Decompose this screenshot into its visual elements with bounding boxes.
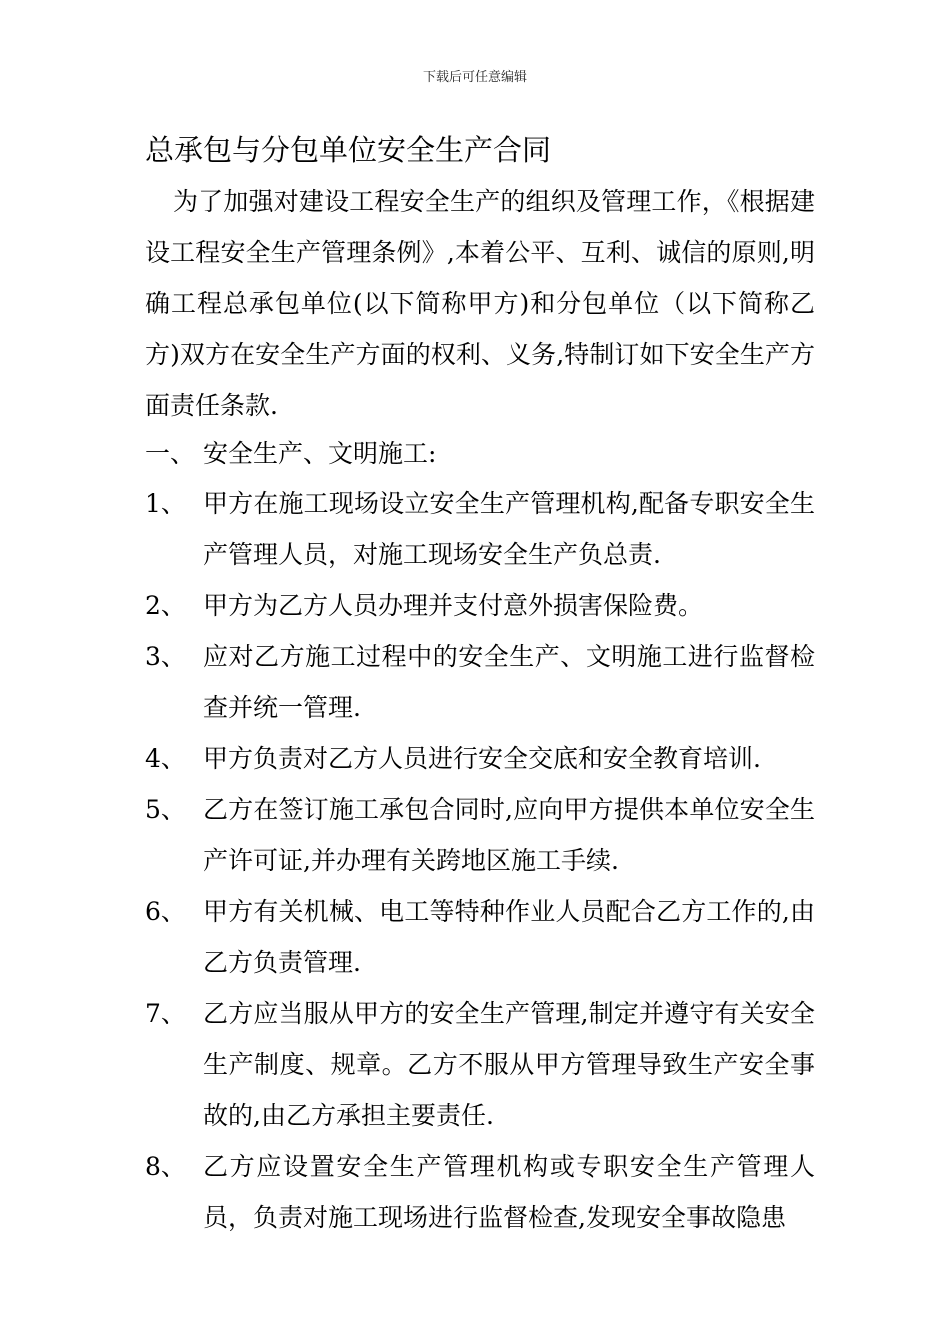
clause-text: 乙方应设置安全生产管理机构或专职安全生产管理人员，负责对施工现场进行监督检查,发现安全事故隐患	[203, 1152, 815, 1232]
intro-paragraph: 为了加强对建设工程安全生产的组织及管理工作，《根据建设工程安全生产管理条例》,本着公平、互利、诚信的原则,明确工程总承包单位(以下简称甲方)和分包单位（以下简称乙方)双方在安全生产方面的权利、义务,特制订如下安全生产方面责任条款.	[145, 187, 815, 420]
clause-number: 3、	[145, 642, 186, 671]
clause-number: 4、	[145, 744, 186, 773]
clause-item	[145, 631, 815, 733]
clause-text: 应对乙方施工过程中的安全生产、文明施工进行监督检查并统一管理.	[203, 642, 815, 722]
section-heading	[145, 428, 815, 479]
section-title: 安全生产、文明施工:	[203, 439, 437, 468]
clause-number: 8、	[145, 1152, 186, 1181]
clause-text: 甲方有关机械、电工等特种作业人员配合乙方工作的,由乙方负责管理.	[203, 897, 815, 977]
clause-text: 甲方为乙方人员办理并支付意外损害保险费。	[203, 591, 704, 620]
clause-number: 2、	[145, 591, 186, 620]
section-number: 一、	[145, 439, 196, 468]
clause-item	[145, 1141, 815, 1243]
clause-number: 5、	[145, 795, 186, 824]
clause-item	[145, 580, 815, 631]
clause-item	[145, 988, 815, 1141]
header-note: 下载后可任意编辑	[422, 70, 527, 85]
clause-text: 甲方负责对乙方人员进行安全交底和安全教育培训.	[203, 744, 761, 773]
clause-text: 乙方在签订施工承包合同时,应向甲方提供本单位安全生产许可证,并办理有关跨地区施工手续.	[203, 795, 815, 875]
document-title: 总承包与分包单位安全生产合同	[145, 133, 552, 167]
clause-text: 乙方应当服从甲方的安全生产管理,制定并遵守有关安全生产制度、规章。乙方不服从甲方管理导致生产安全事故的,由乙方承担主要责任.	[203, 999, 815, 1130]
clause-item	[145, 733, 815, 784]
clause-number: 1、	[145, 489, 186, 518]
clause-item	[145, 478, 815, 580]
clause-number: 6、	[145, 897, 186, 926]
clause-number: 7、	[145, 999, 186, 1028]
clause-list	[145, 478, 815, 1243]
clause-text: 甲方在施工现场设立安全生产管理机构,配备专职安全生产管理人员，对施工现场安全生产负总责.	[203, 489, 815, 569]
clause-item	[145, 886, 815, 988]
clause-item	[145, 784, 815, 886]
